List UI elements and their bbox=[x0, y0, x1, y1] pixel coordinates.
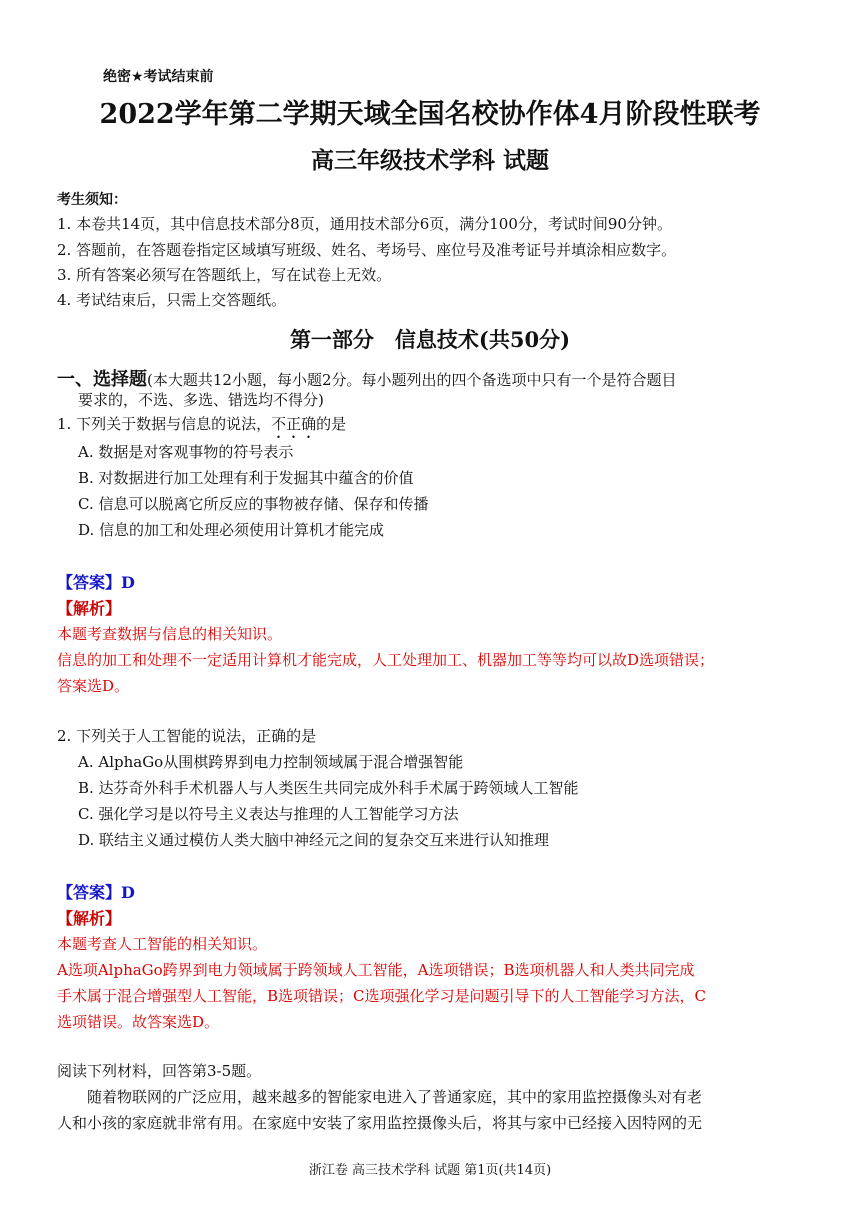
section-label: 一、选择题 bbox=[57, 369, 147, 390]
question-1-stem bbox=[57, 413, 346, 442]
question-2-stem: 2. 下列关于人工智能的说法，正确的是 bbox=[57, 727, 317, 745]
question-2-option-a: A. AlphaGo从围棋跨界到电力控制领域属于混合增强智能 bbox=[78, 753, 464, 771]
notice-heading: 考生须知： bbox=[57, 192, 127, 208]
reading-paragraph-line: 随着物联网的广泛应用，越来越多的智能家电进入了普通家庭，其中的家用监控摄像头对有老 bbox=[57, 1088, 703, 1106]
section-desc-continued: 要求的，不选、多选、错选均不得分) bbox=[78, 391, 324, 409]
notice-item: 1. 本卷共14页，其中信息技术部分8页，通用技术部分6页，满分100分，考试时间90分钟。 bbox=[57, 215, 672, 233]
question-1-answer: 【答案】D bbox=[57, 573, 135, 592]
confidential-label: 绝密★考试结束前 bbox=[103, 69, 214, 85]
section-desc: (本大题共12小题，每小题2分。每小题列出的四个备选项中只有一个是符合题目 bbox=[147, 371, 677, 389]
question-stem-text: 1. 下列关于数据与信息的说法， bbox=[57, 415, 272, 433]
notice-item: 2. 答题前，在答题卷指定区域填写班级、姓名、考场号、座位号及准考证号并填涂相应数字。 bbox=[57, 241, 677, 259]
question-2-analysis-line: A选项AlphaGo跨界到电力领域属于跨领域人工智能，A选项错误；B选项机器人和人类共同完成 bbox=[57, 961, 695, 979]
section-heading bbox=[57, 365, 677, 391]
reading-intro: 阅读下列材料，回答第3-5题。 bbox=[57, 1062, 262, 1080]
page-footer: 浙江卷 高三技术学科 试题 第1页(共14页) bbox=[308, 1163, 552, 1178]
question-2-analysis-line: 本题考查人工智能的相关知识。 bbox=[57, 935, 268, 953]
question-1-analysis-line: 答案选D。 bbox=[57, 677, 130, 695]
exam-subtitle: 高三年级技术学科 试题 bbox=[310, 147, 549, 174]
question-1-option-a: A. 数据是对客观事物的符号表示 bbox=[78, 443, 294, 461]
question-1-analysis-line: 信息的加工和处理不一定适用计算机才能完成，人工处理加工、机器加工等等均可以故D选项错误； bbox=[57, 651, 715, 669]
notice-item: 3. 所有答案必须写在答题纸上，写在试卷上无效。 bbox=[57, 266, 392, 284]
question-stem-text: 的是 bbox=[316, 415, 347, 433]
question-2-option-c: C. 强化学习是以符号主义表达与推理的人工智能学习方法 bbox=[78, 805, 459, 823]
question-2-analysis-line: 手术属于混合增强型人工智能，B选项错误；C选项强化学习是问题引导下的人工智能学习方法，C bbox=[57, 987, 706, 1005]
notice-item: 4. 考试结束后，只需上交答题纸。 bbox=[57, 291, 287, 309]
question-2-answer: 【答案】D bbox=[57, 883, 135, 902]
question-1-analysis-line: 本题考查数据与信息的相关知识。 bbox=[57, 625, 283, 643]
exam-title: 2022学年第二学期天域全国名校协作体4月阶段性联考 bbox=[99, 99, 761, 130]
question-2-option-d: D. 联结主义通过模仿人类大脑中神经元之间的复杂交互来进行认知推理 bbox=[78, 831, 550, 849]
question-1-analysis-label: 【解析】 bbox=[57, 599, 122, 618]
part-title: 第一部分 信息技术(共50分) bbox=[289, 327, 571, 352]
question-1-option-b: B. 对数据进行加工处理有利于发掘其中蕴含的价值 bbox=[78, 469, 414, 487]
question-2-analysis-line: 选项错误。故答案选D。 bbox=[57, 1013, 220, 1031]
question-1-option-c: C. 信息可以脱离它所反应的事物被存储、保存和传播 bbox=[78, 495, 429, 513]
question-2-analysis-label: 【解析】 bbox=[57, 909, 122, 928]
reading-paragraph-line: 人和小孩的家庭就非常有用。在家庭中安装了家用监控摄像头后，将其与家中已经接入因特网的无 bbox=[57, 1114, 703, 1132]
emphasis-text: 不正确 bbox=[271, 415, 317, 433]
question-1-option-d: D. 信息的加工和处理必须使用计算机才能完成 bbox=[78, 521, 385, 539]
question-2-option-b: B. 达芬奇外科手术机器人与人类医生共同完成外科手术属于跨领域人工智能 bbox=[78, 779, 579, 797]
